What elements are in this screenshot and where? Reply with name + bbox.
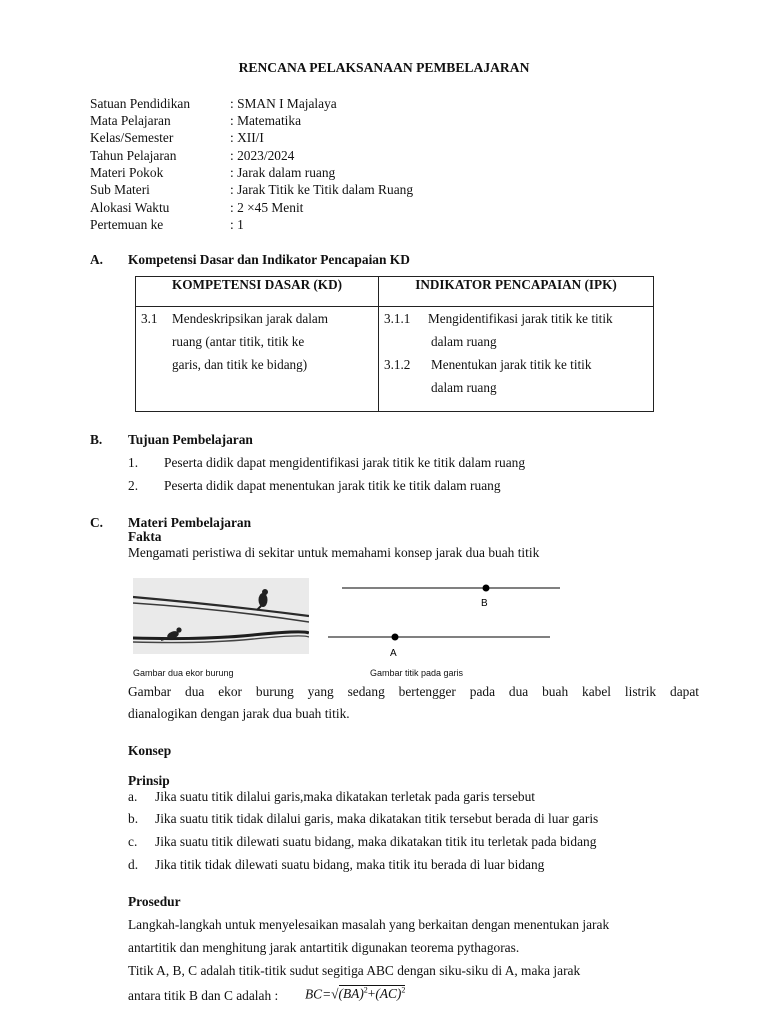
section-c-heading: Materi Pembelajaran xyxy=(128,515,252,530)
identity-label: Materi Pokok xyxy=(90,165,164,180)
identity-value: : Jarak Titik ke Titik dalam Ruang xyxy=(230,182,414,197)
konsep-heading: Konsep xyxy=(128,743,172,758)
point-b-label: B xyxy=(481,598,488,609)
identity-value: : SMAN I Majalaya xyxy=(230,96,337,111)
point-b-marker xyxy=(483,585,490,592)
identity-label: Sub Materi xyxy=(90,182,150,197)
identity-value: : XII/I xyxy=(230,130,264,145)
identity-label: Alokasi Waktu xyxy=(90,200,170,215)
prosedur-line: Langkah-langkah untuk menyelesaikan masalah yang berkaitan dengan menentukan jarak xyxy=(128,917,610,932)
prinsip-letter: b. xyxy=(128,811,139,826)
pythagoras-formula xyxy=(305,986,405,1002)
ipk-text-line: Mengidentifikasi jarak titik ke titik xyxy=(428,311,613,326)
ipk-cell xyxy=(379,307,654,412)
identity-value: : 2 ×45 Menit xyxy=(230,200,304,215)
section-b-heading: Tujuan Pembelajaran xyxy=(128,432,253,447)
identity-value: : Matematika xyxy=(230,113,302,128)
formula-exponent: 2 xyxy=(363,986,368,995)
points-on-lines-diagram xyxy=(320,578,570,658)
prosedur-heading: Prosedur xyxy=(128,894,181,909)
formula-term-ac: (AC) xyxy=(375,986,402,1002)
fakta-paragraph-line: Gambar dua ekor burung yang sedang bertengger pada dua buah kabel listrik dapat xyxy=(128,684,699,699)
ipk-text-line: dalam ruang xyxy=(431,334,497,349)
identity-value: : 2023/2024 xyxy=(230,148,295,163)
kd-cell xyxy=(136,307,379,412)
diagram-caption: Gambar titik pada garis xyxy=(370,668,464,678)
ipk-text-line: Menentukan jarak titik ke titik xyxy=(431,357,592,372)
goal-text: Peserta didik dapat mengidentifikasi jarak titik ke titik dalam ruang xyxy=(164,455,526,470)
prinsip-text: Jika suatu titik tidak dilalui garis, maka dikatakan titik tersebut berada di luar garis xyxy=(155,811,599,826)
section-b-letter: B. xyxy=(90,432,103,447)
document-title: RENCANA PELAKSANAAN PEMBELAJARAN xyxy=(238,60,530,75)
prinsip-text: Jika suatu titik dilewati suatu bidang, maka dikatakan titik itu terletak pada bidang xyxy=(155,834,597,849)
prosedur-line: Titik A, B, C adalah titik-titik sudut segitiga ABC dengan siku-siku di A, maka jarak xyxy=(128,963,581,978)
prinsip-letter: c. xyxy=(128,834,138,849)
identity-label: Satuan Pendidikan xyxy=(90,96,191,111)
goal-number: 2. xyxy=(128,478,139,493)
ipk-number: 3.1.2 xyxy=(384,357,411,372)
section-a-heading: Kompetensi Dasar dan Indikator Pencapaian KD xyxy=(128,252,410,267)
kd-text-line: garis, dan titik ke bidang) xyxy=(172,357,308,372)
formula-exponent: 2 xyxy=(401,986,406,995)
section-c-letter: C. xyxy=(90,515,104,530)
identity-value: : 1 xyxy=(230,217,244,232)
identity-label: Kelas/Semester xyxy=(90,130,174,145)
photo-caption: Gambar dua ekor burung xyxy=(133,668,234,678)
kd-ipk-table xyxy=(135,276,654,412)
identity-label: Tahun Pelajaran xyxy=(90,148,177,163)
formula-lhs: BC= xyxy=(305,986,332,1002)
birds-on-wires-illustration xyxy=(133,578,309,654)
goal-number: 1. xyxy=(128,455,139,470)
table-header-kd: KOMPETENSI DASAR (KD) xyxy=(136,277,379,307)
fakta-text: Mengamati peristiwa di sekitar untuk memahami konsep jarak dua buah titik xyxy=(128,545,540,560)
point-a-label: A xyxy=(390,648,397,658)
identity-label: Mata Pelajaran xyxy=(90,113,171,128)
birds-on-wires-image xyxy=(133,578,309,654)
point-a-marker xyxy=(392,634,399,641)
section-a-letter: A. xyxy=(90,252,104,267)
prinsip-letter: a. xyxy=(128,789,138,804)
table-header-ipk: INDIKATOR PENCAPAIAN (IPK) xyxy=(379,277,654,307)
prosedur-line: antartitik dan menghitung jarak antartitik digunakan teorema pythagoras. xyxy=(128,940,520,955)
formula-term-ba: (BA) xyxy=(338,986,364,1002)
prinsip-text: Jika titik tidak dilewati suatu bidang, maka titik itu berada di luar bidang xyxy=(155,857,545,872)
ipk-number: 3.1.1 xyxy=(384,311,411,326)
fakta-heading: Fakta xyxy=(128,529,162,544)
ipk-text-line: dalam ruang xyxy=(431,380,497,395)
sqrt-symbol: √ xyxy=(331,986,339,1002)
identity-label: Pertemuan ke xyxy=(90,217,164,232)
formula-plus: + xyxy=(367,986,376,1002)
goal-text: Peserta didik dapat menentukan jarak titik ke titik dalam ruang xyxy=(164,478,501,493)
prinsip-text: Jika suatu titik dilalui garis,maka dikatakan terletak pada garis tersebut xyxy=(155,789,536,804)
points-on-lines-illustration xyxy=(320,578,570,658)
fakta-paragraph-line: dianalogikan dengan jarak dua buah titik. xyxy=(128,706,350,721)
formula-radicand xyxy=(339,985,406,1001)
kd-text-line: ruang (antar titik, titik ke xyxy=(172,334,305,349)
prosedur-line: antara titik B dan C adalah : xyxy=(128,988,279,1003)
prinsip-letter: d. xyxy=(128,857,139,872)
kd-text-line: Mendeskripsikan jarak dalam xyxy=(172,311,329,326)
identity-value: : Jarak dalam ruang xyxy=(230,165,336,180)
prinsip-heading: Prinsip xyxy=(128,773,170,788)
kd-number: 3.1 xyxy=(141,311,158,326)
